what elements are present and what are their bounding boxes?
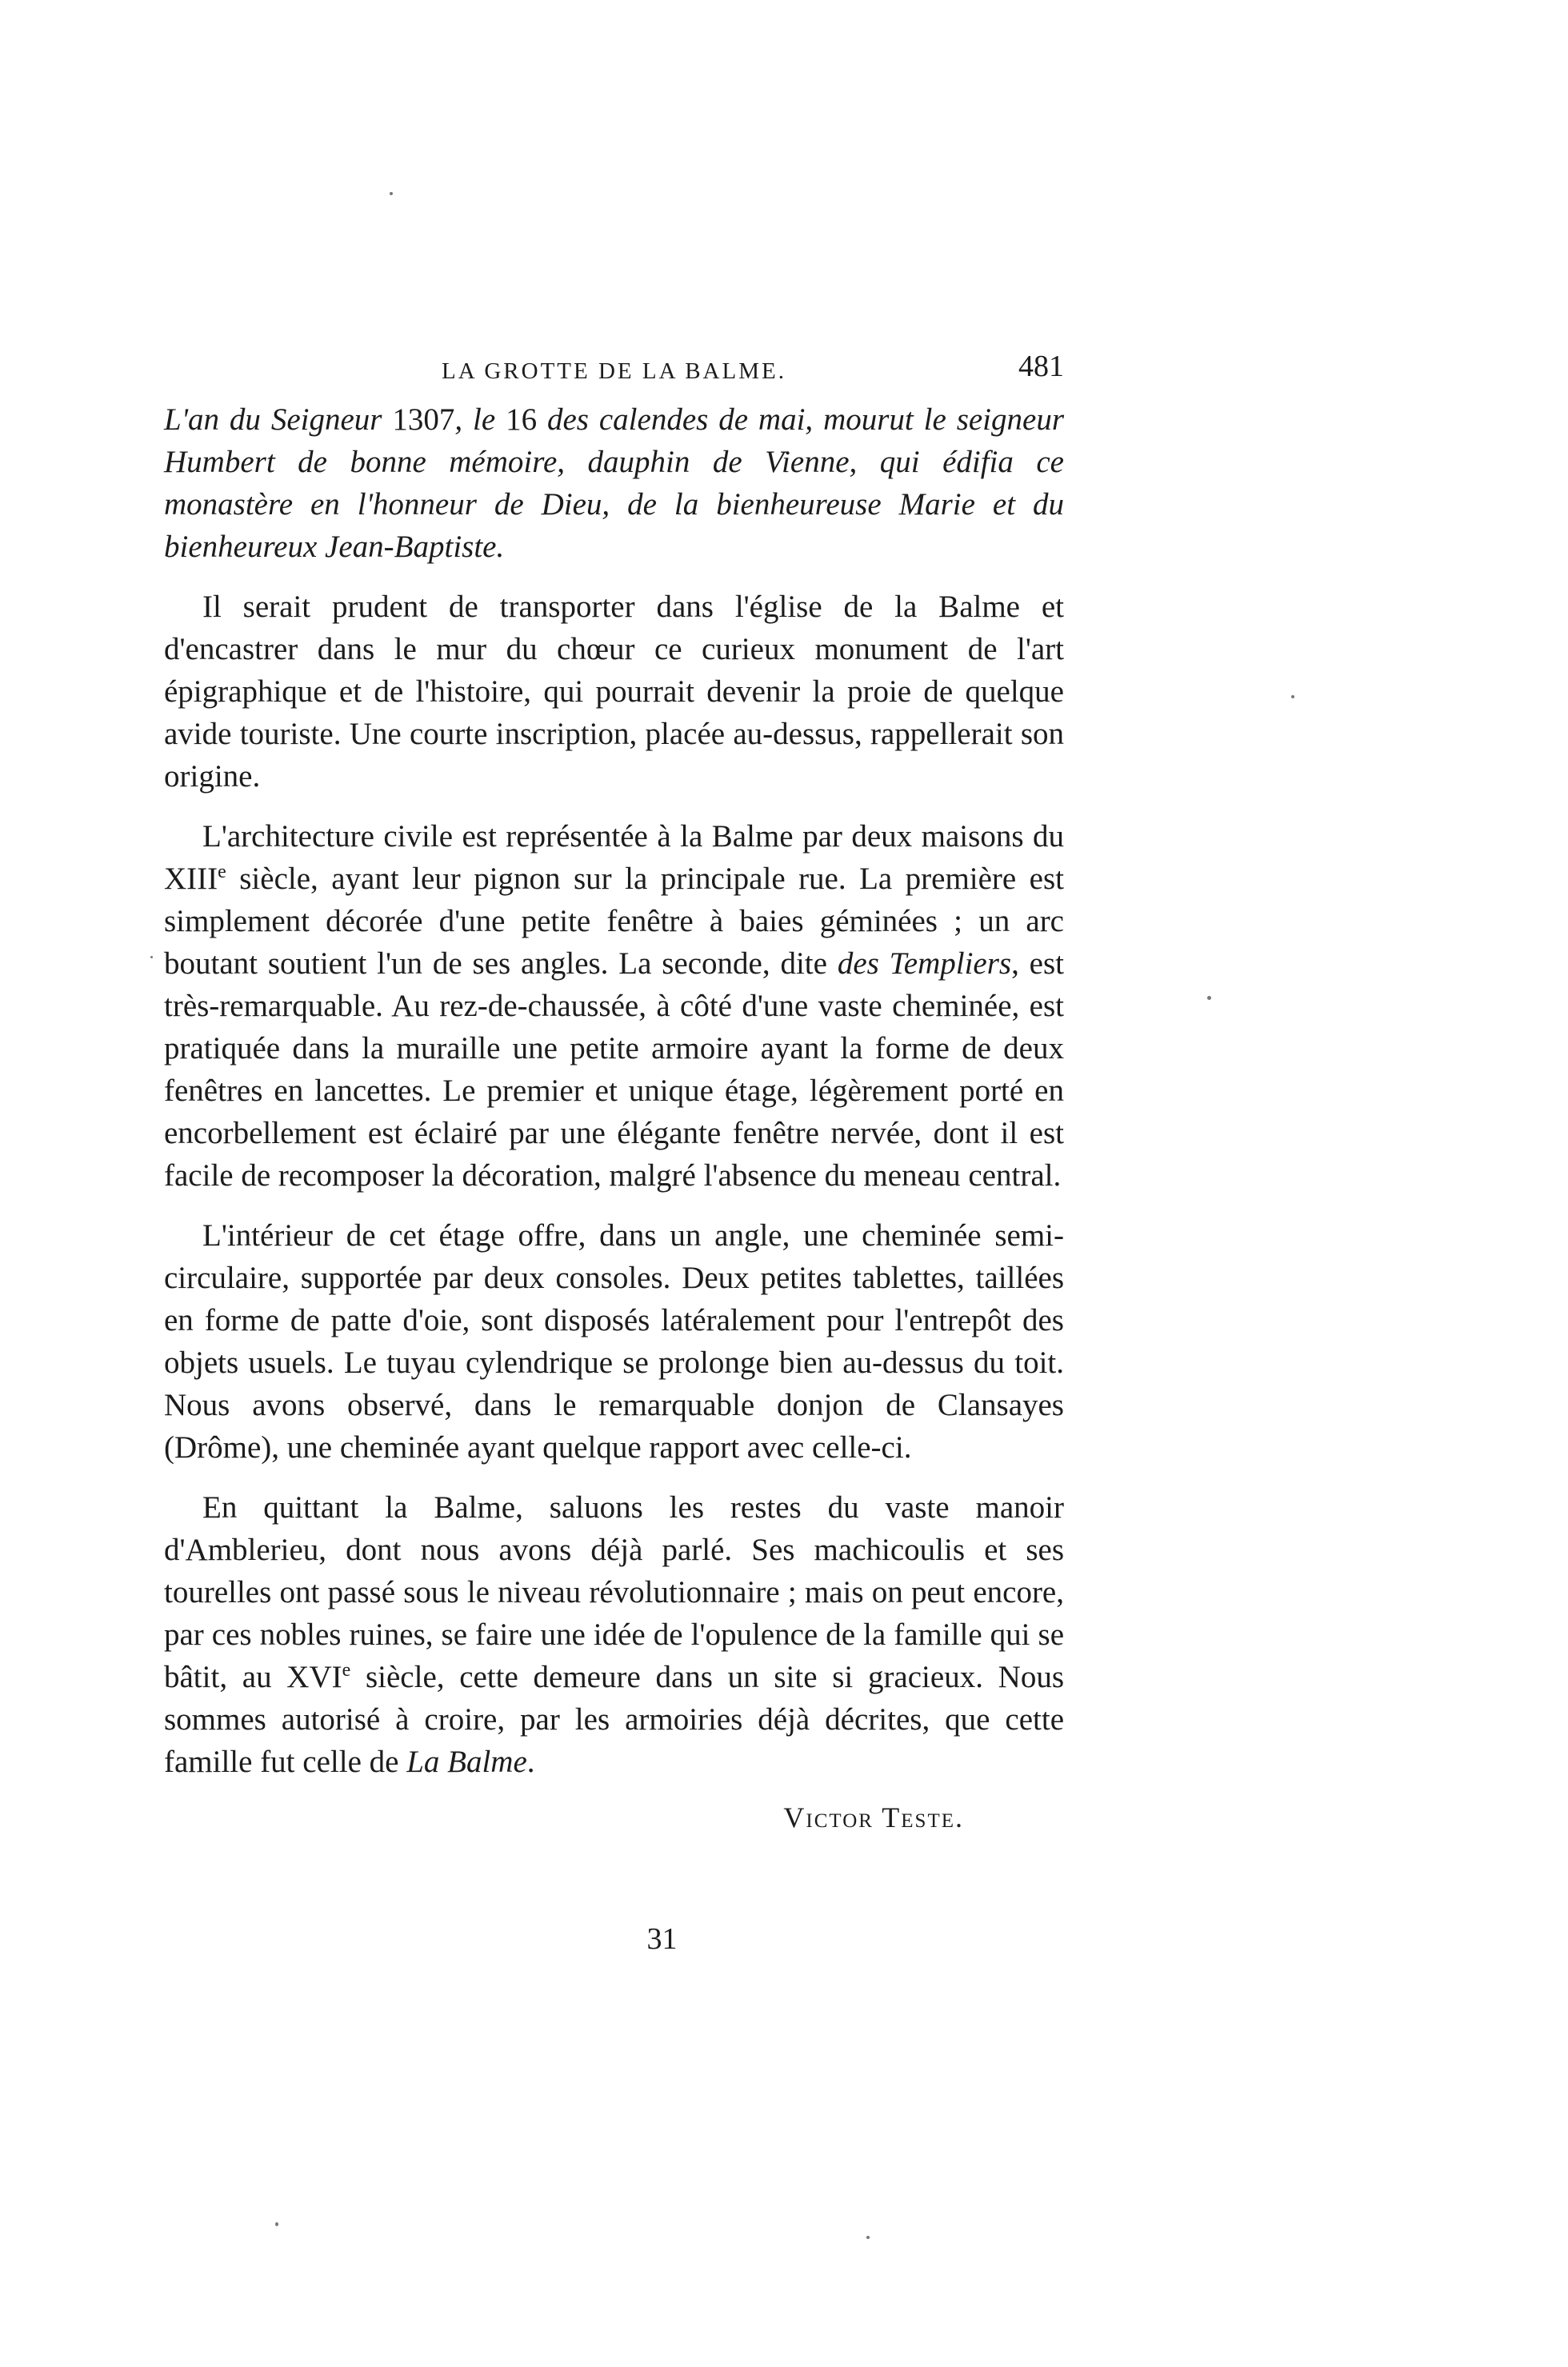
paper-speck	[1207, 996, 1211, 1000]
epitaph-quote	[164, 398, 1064, 568]
gathering-signature-number: 31	[646, 1922, 678, 1956]
italic-la-balme: La Balme	[406, 1745, 527, 1779]
quote-day: 16	[506, 402, 538, 437]
paragraph-4-text: .	[526, 1745, 535, 1779]
paragraph-4-text: En quittant la Balme, saluons les restes du vaste manoir d'Amblerieu, dont nous avons déjà parlé. Ses machicoulis et ses tourelles ont passé sous le niveau révolutionnaire ; mais on peut encore, par ces nobles ruines, se faire une idée de l'opulence de la famille qui se bâtit, au XVI	[164, 1490, 1064, 1694]
paper-speck	[866, 2236, 870, 2239]
quote-part: des calendes de mai, mourut le seigneur Humbert de bonne mémoire, dauphin de Vienne, qui édifia ce monastère en l'honneur de Dieu, de la bienheureuse Marie et du bienheureux Jean-Baptiste.	[164, 402, 1064, 564]
superscript-e: e	[342, 1660, 351, 1681]
paragraph-4	[164, 1486, 1064, 1783]
page-number: 481	[1018, 350, 1064, 383]
paragraph-2-text: , est très-remarquable. Au rez-de-chaussée, à côté d'une vaste cheminée, est pratiquée dans la muraille une petite armoire ayant la forme de deux fenêtres en lancettes. Le premier et unique étage, légèrement porté en encorbellement est éclairé par une élégante fenêtre nervée, dont il est facile de recomposer la décoration, malgré l'absence du meneau central.	[164, 946, 1064, 1193]
superscript-e: e	[218, 862, 226, 882]
paper-speck	[1291, 695, 1294, 698]
paragraph-1: Il serait prudent de transporter dans l'église de la Balme et d'encastrer dans le mur du chœur ce curieux monument de l'art épigraphique et de l'histoire, qui pourrait devenir la proie de quelque avide touriste. Une courte inscription, placée au-dessus, rappellerait son origine.	[164, 590, 1064, 794]
quote-part: L'an du Seigneur	[164, 402, 393, 437]
paper-speck	[390, 192, 393, 195]
paragraph-4-text: siècle, cette demeure dans un site si gracieux. Nous sommes autorisé à croire, par les armoiries déjà décrites, que cette famille fut celle de	[164, 1660, 1064, 1779]
paragraph-2	[164, 815, 1064, 1197]
running-title: LA GROTTE DE LA BALME.	[442, 358, 786, 384]
running-head	[164, 349, 1064, 390]
italic-templiers: des Templiers	[837, 946, 1012, 981]
quote-year: 1307	[392, 402, 455, 437]
paper-speck	[150, 956, 153, 958]
quote-part: , le	[454, 402, 506, 437]
page-content	[164, 398, 1064, 1834]
paragraph-3: L'intérieur de cet étage offre, dans un angle, une cheminée semi-circulaire, supportée par deux consoles. Deux petites tablettes, taillées en forme de patte d'oie, sont disposés latéralement pour l'entrepôt des objets usuels. Le tuyau cylendrique se prolonge bien au-dessus du toit. Nous avons observé, dans le remarquable donjon de Clansayes (Drôme), une cheminée ayant quelque rapport avec celle-ci.	[164, 1218, 1064, 1465]
paper-speck	[275, 2222, 278, 2226]
paragraph-2-text: siècle, ayant leur pignon sur la principale rue. La première est simplement décorée d'une petite fenêtre à baies géminées ; un arc boutant soutient l'un de ses angles. La seconde, dite	[164, 862, 1064, 981]
author-signature: Victor Teste.	[783, 1801, 964, 1833]
paragraph-2-text: L'architecture civile est représentée à la Balme par deux maisons du XIII	[164, 819, 1064, 896]
